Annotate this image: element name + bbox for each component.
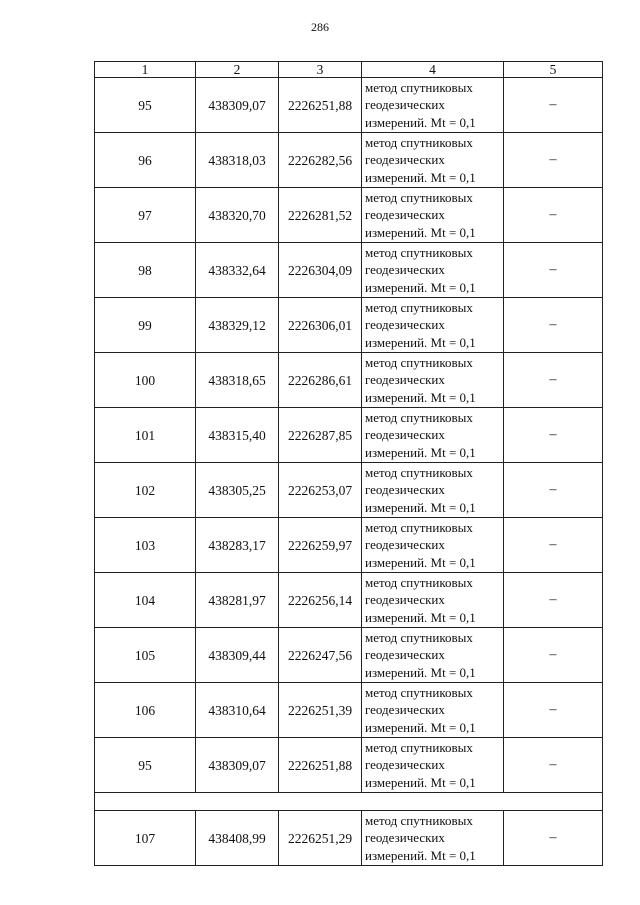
table-row [95, 298, 603, 353]
header-cell: 1 [95, 62, 196, 78]
note-cell: – [504, 628, 603, 683]
note-cell: – [504, 683, 603, 738]
y-coordinate-cell: 2226251,88 [279, 78, 362, 133]
separator-cell [95, 793, 603, 811]
header-cell: 4 [362, 62, 504, 78]
method-cell: метод спутниковых геодезических измерений. Mt = 0,1 [362, 811, 504, 866]
table-header-row [95, 62, 603, 78]
point-number-cell: 105 [95, 628, 196, 683]
table-row [95, 738, 603, 793]
page-number: 286 [311, 20, 329, 34]
x-coordinate-cell: 438309,07 [196, 738, 279, 793]
point-number-cell: 95 [95, 738, 196, 793]
point-number-cell: 103 [95, 518, 196, 573]
method-cell: метод спутниковых геодезических измерений. Mt = 0,1 [362, 628, 504, 683]
table-row [95, 518, 603, 573]
x-coordinate-cell: 438315,40 [196, 408, 279, 463]
note-cell: – [504, 133, 603, 188]
method-cell: метод спутниковых геодезических измерений. Mt = 0,1 [362, 463, 504, 518]
method-cell: метод спутниковых геодезических измерений. Mt = 0,1 [362, 353, 504, 408]
y-coordinate-cell: 2226287,85 [279, 408, 362, 463]
y-coordinate-cell: 2226253,07 [279, 463, 362, 518]
point-number-cell: 99 [95, 298, 196, 353]
table-row [95, 243, 603, 298]
note-cell: – [504, 78, 603, 133]
table-row [95, 463, 603, 518]
table-row [95, 683, 603, 738]
point-number-cell: 100 [95, 353, 196, 408]
y-coordinate-cell: 2226251,29 [279, 811, 362, 866]
note-cell: – [504, 188, 603, 243]
header-cell: 2 [196, 62, 279, 78]
x-coordinate-cell: 438329,12 [196, 298, 279, 353]
point-number-cell: 102 [95, 463, 196, 518]
x-coordinate-cell: 438283,17 [196, 518, 279, 573]
header-cell: 5 [504, 62, 603, 78]
note-cell: – [504, 811, 603, 866]
note-cell: – [504, 298, 603, 353]
separator-row [95, 793, 603, 811]
note-cell: – [504, 408, 603, 463]
method-cell: метод спутниковых геодезических измерений. Mt = 0,1 [362, 133, 504, 188]
y-coordinate-cell: 2226259,97 [279, 518, 362, 573]
table-row [95, 628, 603, 683]
y-coordinate-cell: 2226304,09 [279, 243, 362, 298]
point-number-cell: 97 [95, 188, 196, 243]
x-coordinate-cell: 438310,64 [196, 683, 279, 738]
x-coordinate-cell: 438332,64 [196, 243, 279, 298]
method-cell: метод спутниковых геодезических измерений. Mt = 0,1 [362, 738, 504, 793]
y-coordinate-cell: 2226247,56 [279, 628, 362, 683]
y-coordinate-cell: 2226282,56 [279, 133, 362, 188]
x-coordinate-cell: 438281,97 [196, 573, 279, 628]
point-number-cell: 96 [95, 133, 196, 188]
coordinates-table [94, 61, 603, 866]
x-coordinate-cell: 438320,70 [196, 188, 279, 243]
table-row [95, 188, 603, 243]
note-cell: – [504, 353, 603, 408]
point-number-cell: 95 [95, 78, 196, 133]
table-row [95, 133, 603, 188]
note-cell: – [504, 243, 603, 298]
method-cell: метод спутниковых геодезических измерений. Mt = 0,1 [362, 298, 504, 353]
x-coordinate-cell: 438309,44 [196, 628, 279, 683]
point-number-cell: 98 [95, 243, 196, 298]
x-coordinate-cell: 438408,99 [196, 811, 279, 866]
note-cell: – [504, 573, 603, 628]
y-coordinate-cell: 2226256,14 [279, 573, 362, 628]
note-cell: – [504, 518, 603, 573]
method-cell: метод спутниковых геодезических измерений. Mt = 0,1 [362, 518, 504, 573]
x-coordinate-cell: 438309,07 [196, 78, 279, 133]
point-number-cell: 101 [95, 408, 196, 463]
y-coordinate-cell: 2226286,61 [279, 353, 362, 408]
note-cell: – [504, 463, 603, 518]
method-cell: метод спутниковых геодезических измерений. Mt = 0,1 [362, 188, 504, 243]
table-row [95, 78, 603, 133]
x-coordinate-cell: 438318,03 [196, 133, 279, 188]
point-number-cell: 106 [95, 683, 196, 738]
table-body [95, 78, 603, 866]
table-row [95, 573, 603, 628]
method-cell: метод спутниковых геодезических измерений. Mt = 0,1 [362, 683, 504, 738]
table-row [95, 811, 603, 866]
method-cell: метод спутниковых геодезических измерений. Mt = 0,1 [362, 408, 504, 463]
point-number-cell: 107 [95, 811, 196, 866]
method-cell: метод спутниковых геодезических измерений. Mt = 0,1 [362, 243, 504, 298]
x-coordinate-cell: 438305,25 [196, 463, 279, 518]
x-coordinate-cell: 438318,65 [196, 353, 279, 408]
method-cell: метод спутниковых геодезических измерений. Mt = 0,1 [362, 573, 504, 628]
note-cell: – [504, 738, 603, 793]
method-cell: метод спутниковых геодезических измерений. Mt = 0,1 [362, 78, 504, 133]
table-row [95, 408, 603, 463]
header-cell: 3 [279, 62, 362, 78]
y-coordinate-cell: 2226306,01 [279, 298, 362, 353]
point-number-cell: 104 [95, 573, 196, 628]
y-coordinate-cell: 2226251,39 [279, 683, 362, 738]
y-coordinate-cell: 2226251,88 [279, 738, 362, 793]
table-row [95, 353, 603, 408]
y-coordinate-cell: 2226281,52 [279, 188, 362, 243]
